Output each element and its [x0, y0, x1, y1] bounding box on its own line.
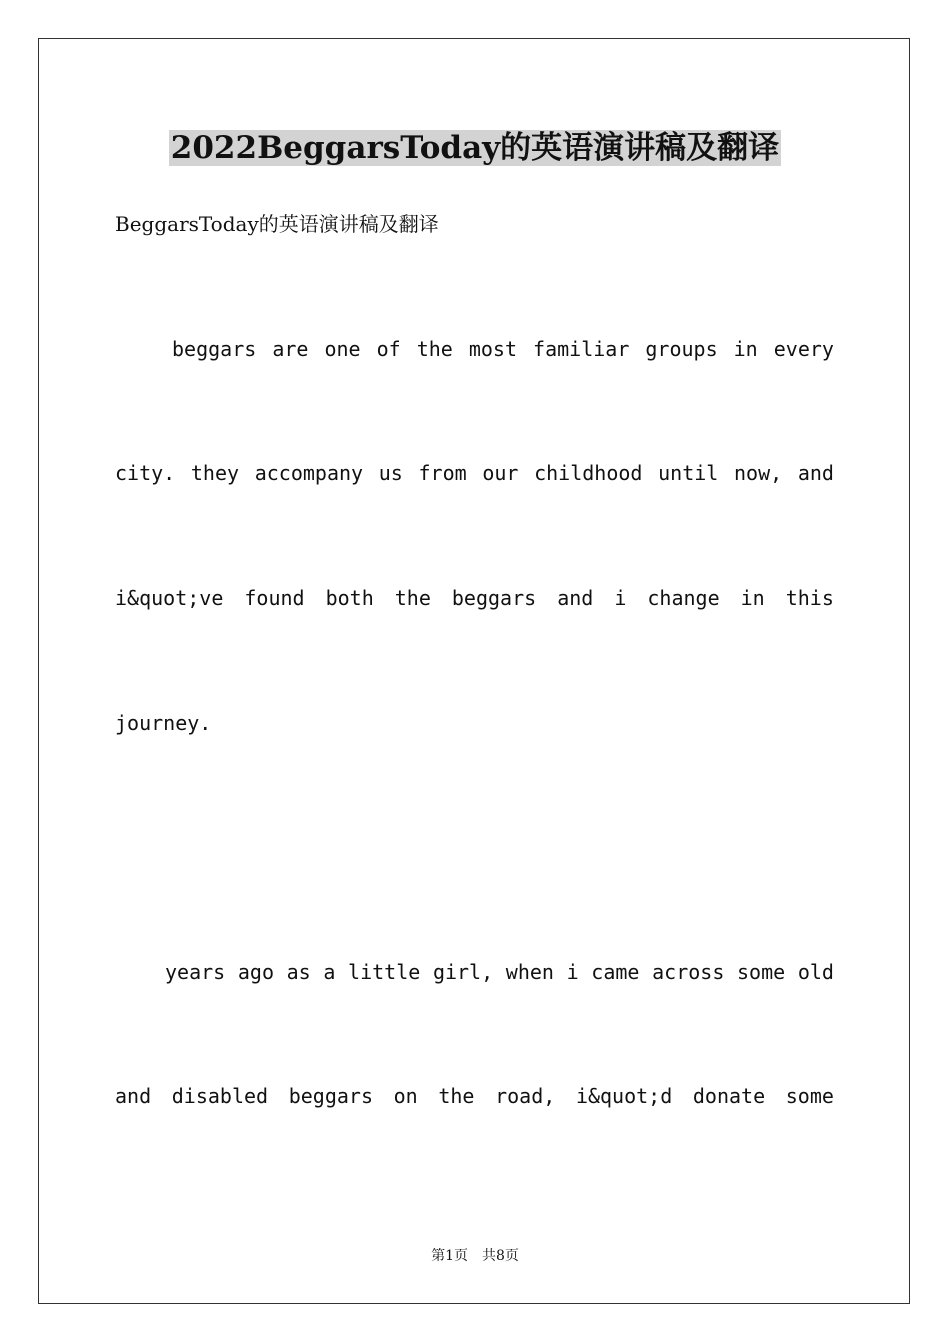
word: donate	[692, 1084, 766, 1108]
document-title	[0, 126, 950, 170]
paragraph-1-line-2	[115, 459, 834, 487]
word: when	[505, 960, 554, 984]
word: the	[394, 586, 431, 610]
word: and	[797, 461, 834, 485]
word: from	[418, 461, 467, 485]
paragraph-1-line-4: journey.	[115, 711, 212, 735]
word: of	[376, 337, 401, 361]
word: beggars	[172, 337, 257, 361]
word: i	[566, 960, 579, 984]
document-title-text: 2022BeggarsToday的英语演讲稿及翻译	[170, 130, 780, 166]
paragraph-1-line-3	[115, 584, 834, 612]
word: i&quot;ve	[115, 586, 224, 610]
word: road,	[495, 1084, 556, 1108]
word: us	[378, 461, 403, 485]
word: in	[733, 337, 758, 361]
word: until	[658, 461, 719, 485]
word: childhood	[534, 461, 643, 485]
word: change	[647, 586, 720, 610]
word: ago	[237, 960, 274, 984]
word: i&quot;d	[575, 1084, 673, 1108]
word: beggars	[288, 1084, 373, 1108]
word: the	[416, 337, 453, 361]
word: came	[591, 960, 640, 984]
paragraph-2-line-1	[115, 958, 834, 986]
word: familiar	[533, 337, 630, 361]
word: they	[190, 461, 240, 485]
word: are	[272, 337, 309, 361]
word: and	[557, 586, 594, 610]
word: little	[348, 960, 421, 984]
word: now,	[734, 461, 783, 485]
word: our	[482, 461, 519, 485]
paragraph-1-line-1	[115, 335, 834, 363]
document-subtitle: BeggarsToday的英语演讲稿及翻译	[115, 212, 439, 236]
word: old	[797, 960, 834, 984]
word: found	[244, 586, 305, 610]
word: on	[393, 1084, 418, 1108]
word: one	[324, 337, 361, 361]
paragraph-2-line-2	[115, 1082, 834, 1110]
word: in	[740, 586, 765, 610]
page-footer: 第1页 共8页	[431, 1248, 519, 1264]
word: accompany	[254, 461, 364, 485]
word: years	[165, 960, 226, 984]
word: a	[323, 960, 336, 984]
word: some	[785, 1084, 834, 1108]
word: this	[785, 586, 834, 610]
word: as	[286, 960, 311, 984]
word: groups	[645, 337, 718, 361]
word: every	[773, 337, 834, 361]
word: most	[468, 337, 518, 361]
word: city.	[115, 461, 176, 485]
word: beggars	[451, 586, 537, 610]
word: both	[325, 586, 374, 610]
word: and	[115, 1084, 152, 1108]
word: some	[737, 960, 786, 984]
word: girl,	[432, 960, 494, 984]
word: the	[438, 1084, 475, 1108]
word: disabled	[171, 1084, 269, 1108]
word: across	[652, 960, 725, 984]
word: i	[614, 586, 627, 610]
